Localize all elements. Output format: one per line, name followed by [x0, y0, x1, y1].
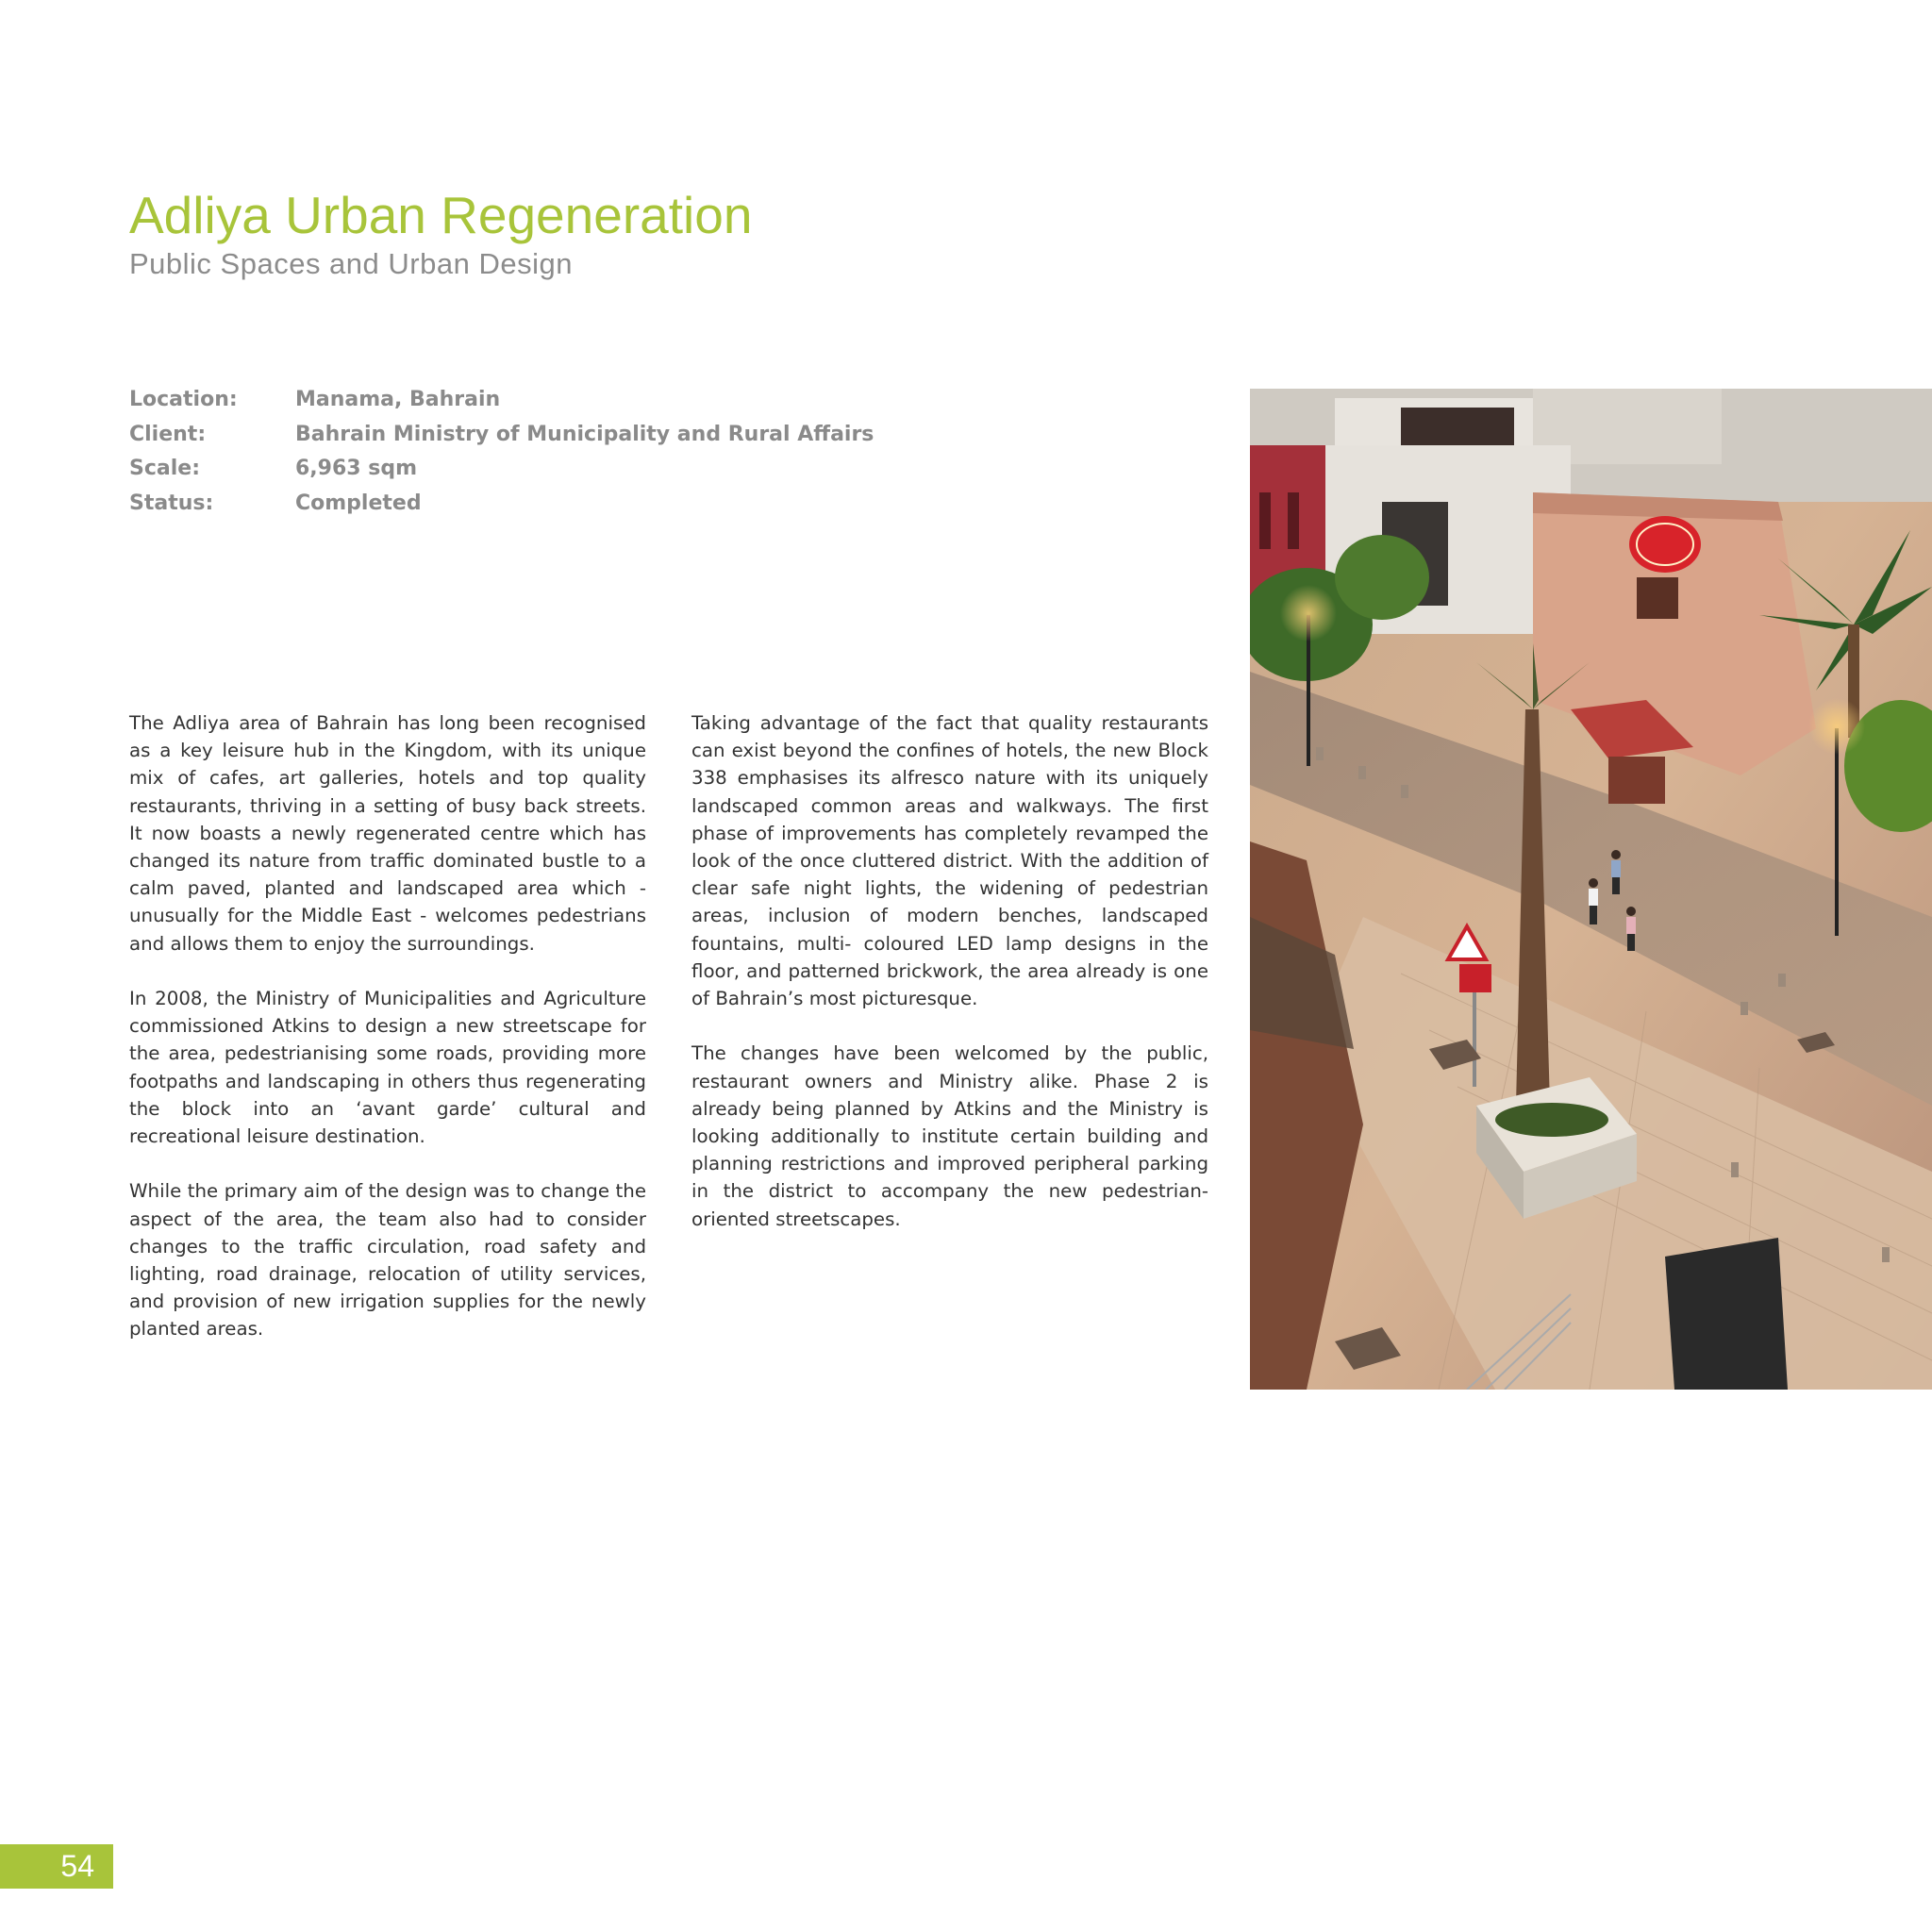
page-subtitle: Public Spaces and Urban Design — [129, 247, 573, 280]
page-number-badge: 54 — [0, 1844, 113, 1889]
detail-label: Status: — [129, 491, 214, 515]
body-paragraph: While the primary aim of the design was to change the aspect of the area, the team also had to consider changes to the traffic circulation, road safety and lighting, road drainage, relocation of utility services, and provision of new irrigation supplies for the newly planted areas. — [129, 1180, 646, 1341]
detail-label: Scale: — [129, 457, 200, 480]
detail-value: Manama, Bahrain — [295, 388, 501, 411]
page-title: Adliya Urban Regeneration — [129, 186, 753, 244]
detail-value: Bahrain Ministry of Municipality and Rural Affairs — [295, 422, 874, 446]
detail-label: Location: — [129, 388, 238, 411]
street-photo — [1250, 389, 1932, 1390]
detail-row-client — [129, 418, 874, 453]
detail-value: 6,963 sqm — [295, 457, 418, 480]
detail-value: Completed — [295, 491, 422, 515]
detail-label: Client: — [129, 422, 207, 446]
project-details — [129, 383, 874, 521]
detail-row-status — [129, 487, 874, 522]
detail-row-scale — [129, 452, 874, 487]
body-column-right — [691, 709, 1208, 1260]
body-column-left — [129, 709, 646, 1371]
detail-row-location — [129, 383, 874, 418]
body-paragraph: The Adliya area of Bahrain has long been recognised as a key leisure hub in the Kingdom, with its unique mix of cafes, art galleries, hotels and top quality restaurants, thriving in a setting of busy back streets. It now boasts a newly regenerated centre which has changed its nature from traffic dominated bustle to a calm paved, planted and landscaped area which - unusually for the Middle East - welcomes pedestrians and allows them to enjoy the surroundings. — [129, 712, 646, 955]
body-paragraph: The changes have been welcomed by the public, restaurant owners and Ministry alike. Phase 2 is already being planned by Atkins and the Ministry is looking additionally to institute certain building and planning restrictions and improved peripheral parking in the district to accompany the new pedestrian-oriented streetscapes. — [691, 1042, 1208, 1230]
body-paragraph: Taking advantage of the fact that quality restaurants can exist beyond the confines of hotels, the new Block 338 emphasises its alfresco nature with its uniquely landscaped common areas and walkways. The first phase of improvements has completely revamped the look of the once cluttered district. With the addition of clear safe night lights, the widening of pedestrian areas, inclusion of modern benches, landscaped fountains, multi- coloured LED lamp designs in the floor, and patterned brickwork, the area already is one of Bahrain’s most picturesque. — [691, 712, 1208, 1010]
body-paragraph: In 2008, the Ministry of Municipalities and Agriculture commissioned Atkins to design a new streetscape for the area, pedestrianising some roads, providing more footpaths and landscaping in others thus regenerating the block into an ‘avant garde’ cultural and recreational leisure destination. — [129, 988, 646, 1148]
